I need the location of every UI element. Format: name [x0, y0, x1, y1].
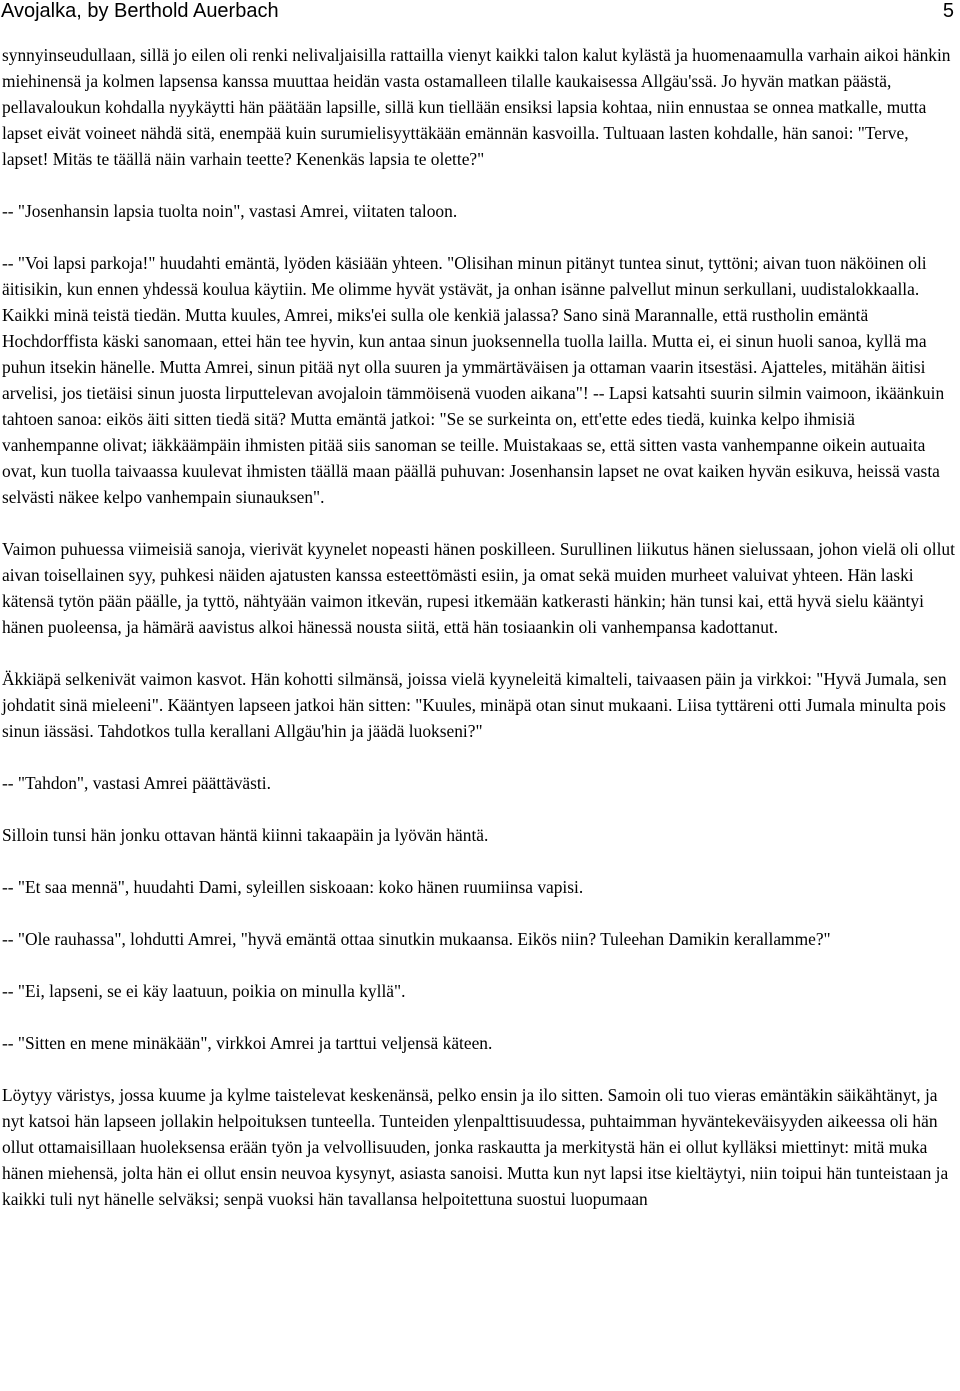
- paragraph-3: -- "Voi lapsi parkoja!" huudahti emäntä, lyöden käsiään yhteen. "Olisihan minun pitänyt tuntea sinut, tyttöni; aivan tuon näköinen oli äitisikin, kun ennen yhdessä koulua käytiin. Me olimme hyvät ystävät, ja onhan isänne palvellut minun serkullani, uudistalokkaalla. Kaikki minä teistä tiedän. Mutta kuules, Amrei, miks'ei sulla ole kenkiä jalassa? Sano sinä Marannalle, että rustholin emäntä Hochdorffista käski sanomaan, ettei hän tee hyvin, kun antaa sinun juoksennella tuolla lailla. Mutta ei, ei sinun huoli sanoa, kyllä ma puhun itsekin hänelle. Mutta Amrei, sinun pitää nyt olla suuren ja ymmärtäväisen ja ottaman vaarin itsestäsi. Ajatteles, mitähän äitisi arvelisi, jos tietäisi sinun juosta lirputtelevan avojaloin tämmöisenä vuoden aikana"! -- Lapsi katsahti suurin silmin vaimoon, ikäänkuin tahtoen sanoa: eikös äiti sitten tiedä sitä? Mutta emäntä jatkoi: "Se se surkeinta on, ett'ette edes tiedä, kuinka kelpo ihmisiä vanhempanne olivat; iäkkäämpäin ihmisten pitää siis sanoman se teille. Muistakaas se, että sitten vasta vanhempanne oikein autuaita ovat, kun tuolla taivaassa kuulevat ihmisten täällä maan päällä puhuvan: Josenhansin lapset ne ovat kaiken hyvän esikuva, heissä vasta selvästi näkee kelpo vanhempain siunauksen".: [2, 253, 945, 507]
- book-title-header: Avojalka, by Berthold Auerbach: [1, 0, 279, 22]
- paragraph-10: -- "Ei, lapseni, se ei käy laatuun, poikia on minulla kyllä".: [2, 981, 406, 1001]
- page-number: 5: [942, 0, 954, 22]
- paragraph-12: Löytyy väristys, jossa kuume ja kylme taistelevat keskenänsä, pelko ensin ja ilo sitten. Samoin oli tuo vieras emäntäkin säikähtänyt, ja nyt katsoi hän lapseen jollakin helpoituksen tunteella. Tunteiden ylenpalttisuudessa, puhtaimman hyväntekeväisyyden aikeessa oli hän ollut ottamaisillaan huoleksensa erään työn ja velvollisuuden, jonka raskautta ja merkitystä hän ei ollut kylläksi miettinyt: mitä muka hänen miehensä, jolta hän ei ollut ensin neuvoa kysynyt, asiasta sanoisi. Mutta kun nyt lapsi itse kieltäytyi, niin toipui hän tunteistaan ja kaikki tuli nyt hänelle selväksi; senpä vuoksi hän tavallansa helpoitettuna suostui luopumaan: [2, 1085, 949, 1209]
- paragraph-2: -- "Josenhansin lapsia tuolta noin", vastasi Amrei, viitaten taloon.: [2, 201, 458, 221]
- paragraph-1: synnyinseudullaan, sillä jo eilen oli renki nelivaljaisilla rattailla vienyt kaikki talon kalut kylästä ja huomenaamulla varhain aikoi hänkin miehinensä ja kolmen lapsensa kanssa muuttaa heidän vasta ostamalleen tilalle kaukaisessa Allgäu'ssä. Jo hyvän matkan päästä, pellavaloukun kohdalla nyykäytti hän päätään lapsille, sillä kun tiellään ensiksi lapsia kohtaa, niin ennustaa se onnea matkalle, mutta lapset eivät voineet nähdä sitä, enempää kuin surumielisyyttäkään emännän kasvoilla. Tultuaan lasten kohdalle, hän sanoi: "Terve, lapset! Mitäs te täällä näin varhain teette? Kenenkäs lapsia te olette?": [2, 45, 951, 169]
- paragraph-6: -- "Tahdon", vastasi Amrei päättävästi.: [2, 773, 271, 793]
- paragraph-7: Silloin tunsi hän jonku ottavan häntä kiinni takaapäin ja lyövän häntä.: [2, 825, 489, 845]
- paragraph-8: -- "Et saa mennä", huudahti Dami, syleillen siskoaan: koko hänen ruumiinsa vapisi.: [2, 877, 584, 897]
- running-header: [0, 0, 960, 24]
- paragraph-5: Äkkiäpä selkenivät vaimon kasvot. Hän kohotti silmänsä, joissa vielä kyyneleitä kimalteli, taivaasen päin ja virkkoi: "Hyvä Jumala, sen johdatit sinä mieleeni". Kääntyen lapseen jatkoi hän sitten: "Kuules, minäpä otan sinut mukaani. Liisa tyttäreni otti Jumala minulta pois sinun iässäsi. Tahdotkos tulla kerallani Allgäu'hin ja jäädä luokseni?": [2, 669, 947, 741]
- paragraph-9: -- "Ole rauhassa", lohdutti Amrei, "hyvä emäntä ottaa sinutkin mukaansa. Eikös niin? Tuleehan Damikin kerallamme?": [2, 929, 831, 949]
- paragraph-4: Vaimon puhuessa viimeisiä sanoja, vierivät kyynelet nopeasti hänen poskilleen. Surullinen liikutus hänen sielussaan, johon vielä oli ollut aivan toisellainen syy, puhkesi näiden ajatusten kanssa esteettömästi esiin, ja omat sekä muiden murheet valuivat yhteen. Hän laski kätensä tytön pään päälle, ja tyttö, nähtyään vaimon itkevän, rupesi itkemään katkerasti hänkin; hän tunsi kai, että hyvä sielu kääntyi hänen puoleensa, ja hämärä aavistus alkoi hänessä nousta siitä, että hän tosiaankin oli vanhempansa kadottanut.: [2, 539, 955, 637]
- page-body: [2, 42, 955, 1238]
- paragraph-11: -- "Sitten en mene minäkään", virkkoi Amrei ja tarttui veljensä käteen.: [2, 1033, 493, 1053]
